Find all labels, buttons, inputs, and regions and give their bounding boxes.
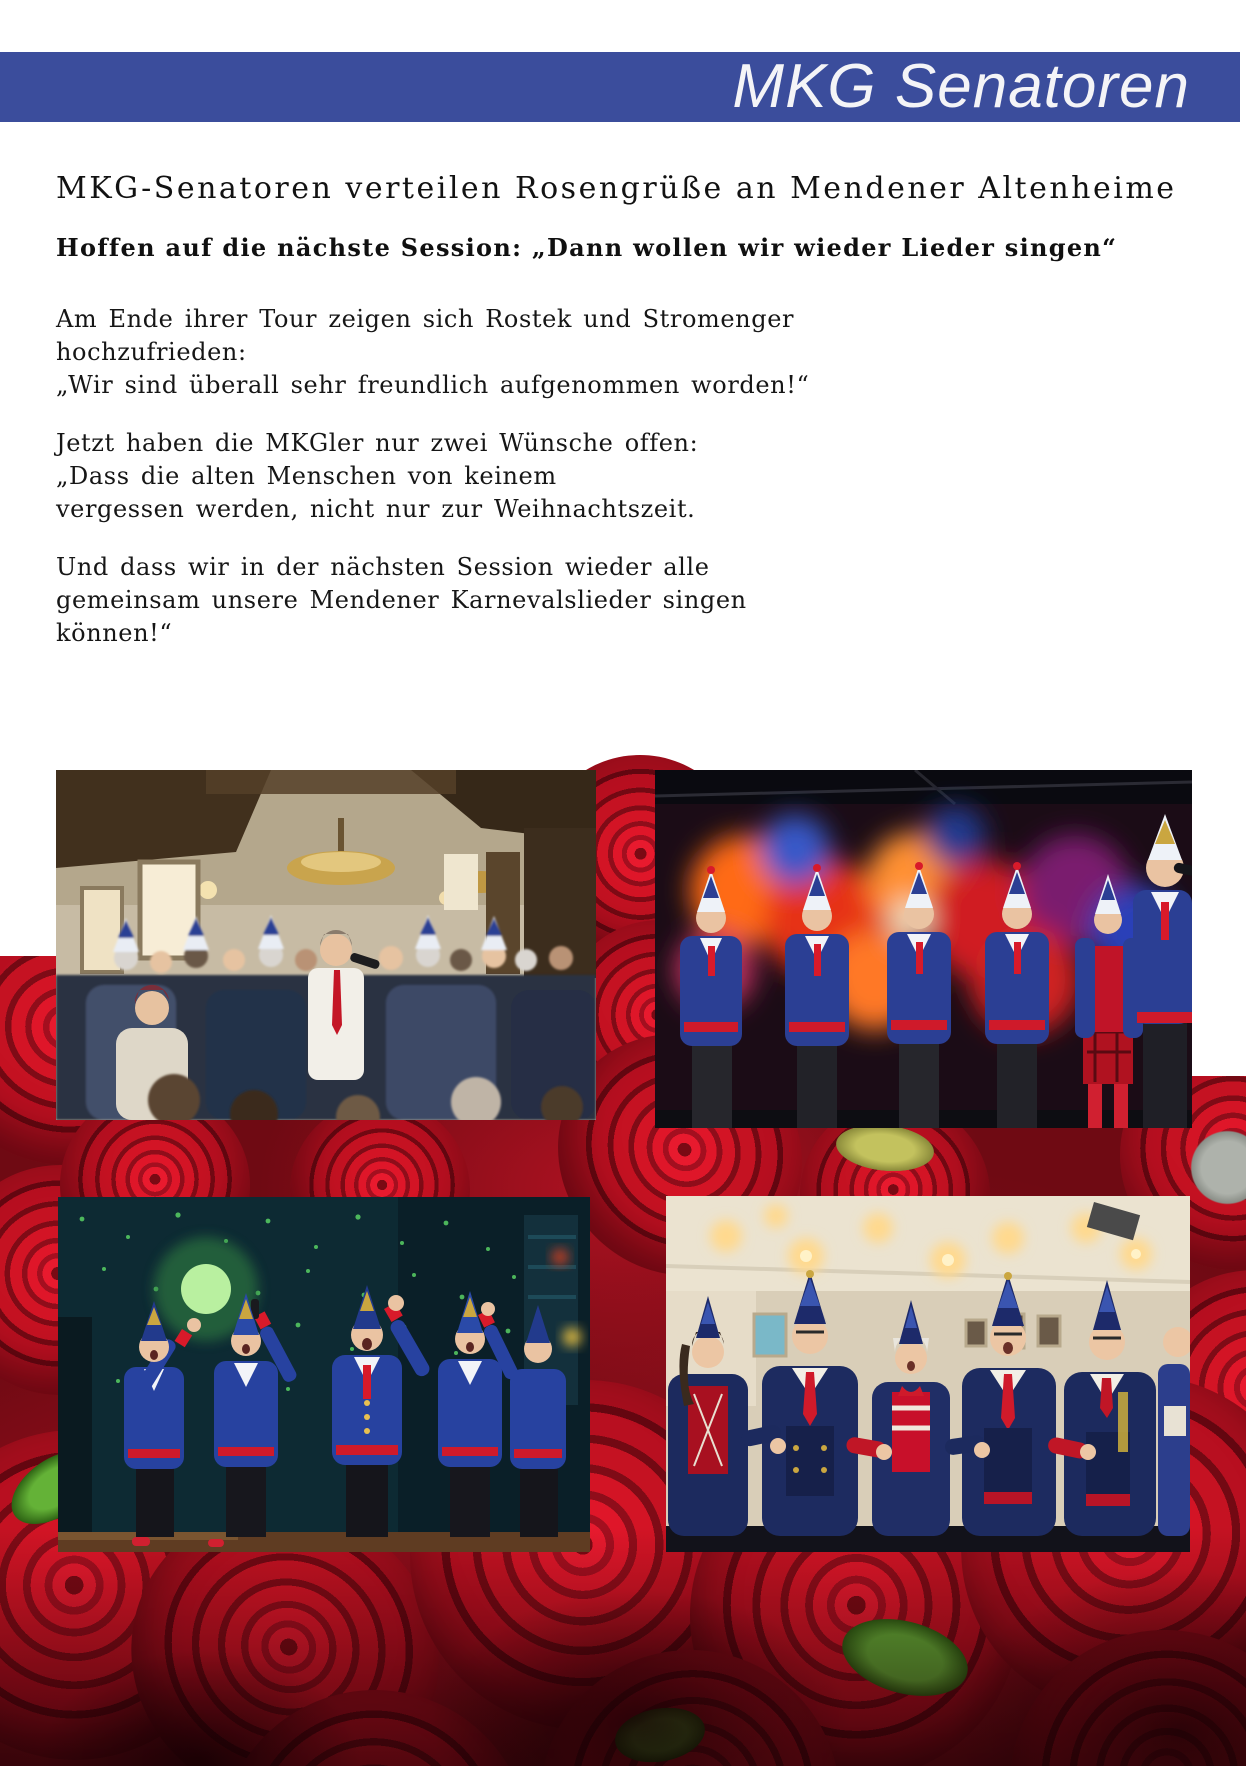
paragraph-line: können!“: [56, 619, 173, 647]
photo-care-home-hall: [666, 1196, 1190, 1552]
paragraph: [56, 551, 1106, 650]
photo-illustration: [666, 1196, 1190, 1552]
paragraph-line: Jetzt haben die MKGler nur zwei Wünsche offen:: [56, 429, 699, 457]
paragraph-line: Am Ende ihrer Tour zeigen sich Rostek und Stromenger: [56, 305, 795, 333]
paragraph-line: Und dass wir in der nächsten Session wieder alle: [56, 553, 710, 581]
photo-illustration: [58, 1197, 590, 1552]
paragraph-line: hochzufrieden:: [56, 338, 247, 366]
photo-stage-led-wall: [655, 770, 1192, 1128]
paragraph: [56, 303, 1106, 402]
page-margin: [1192, 770, 1246, 1076]
paragraph-line: vergessen werden, nicht nur zur Weihnachtszeit.: [56, 495, 696, 523]
page-title: MKG Senatoren: [732, 52, 1190, 121]
page-margin: [0, 770, 58, 956]
photo-restaurant-crowd: [56, 770, 596, 1120]
paragraph: [56, 427, 1106, 526]
paragraph-line: „Wir sind überall sehr freundlich aufgenommen worden!“: [56, 371, 810, 399]
photo-illustration: [56, 770, 596, 1120]
photo-stage-starry-backdrop: [58, 1197, 590, 1552]
headline: MKG-Senatoren verteilen Rosengrüße an Mendener Altenheime: [56, 171, 1177, 206]
paragraph-line: gemeinsam unsere Mendener Karnevalslieder singen: [56, 586, 747, 614]
header-bar: [0, 52, 1240, 122]
photo-illustration: [655, 770, 1192, 1128]
subheadline: Hoffen auf die nächste Session: „Dann wollen wir wieder Lieder singen“: [56, 233, 1118, 262]
paragraph-line: „Dass die alten Menschen von keinem: [56, 462, 557, 490]
